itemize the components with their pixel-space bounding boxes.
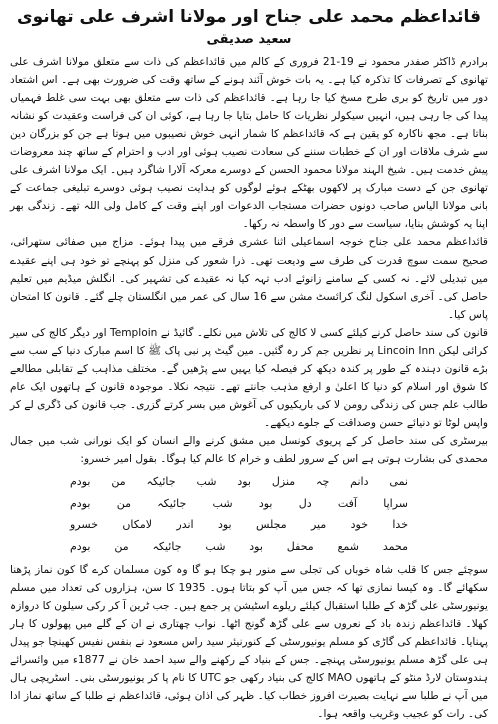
article-body [10,53,488,468]
poem-line: محمد شمع محفل بود شب جائیکہ من بودم [70,539,408,553]
article-body-continued [10,561,488,723]
poem-line: خدا خود میر مجلس بود اندر لامکاں خسرو [70,518,408,532]
poem-line: نمی دانم چہ منزل بود شب جائیکہ من بودم [70,475,408,489]
article-paragraph: برادرم ڈاکٹر صفدر محمود نے 19-21 فروری کے کالم میں قائداعظم کی ذات سے متعلق مولانا اشرف علی تھانوی کے تصرفات کا تذکرہ کیا ہے۔ یہ بات خوش آئند ہونے کے ساتھ وقت کی ضرورت بھی ہے۔ اس اشتعاد دور میں تاریخ کو بری طرح مسخ کیا جا رہا ہے۔ قائداعظم کی ذات سے متعلق بھی بہت سی غلط فہمیاں پیدا کی جا رہی ہیں، انہیں سیکولر نظریات کا حامل بتایا جا رہا ہے، کوئی ان کی فراست وعقیدت کو نشانہ بناتا ہے۔ مجھ ناکارہ کو یقین ہے کہ قائداعظم کا شمار انہی خوش نصیبوں میں ہوتا ہے جن کو بزرگان دین سے شرف ملاقات اور ان کے خطبات سننے کی سعادت نصیب ہوئی اور ادب و احترام کے ساتھ چند معروضات پیش خدمت ہیں۔ شیخ الہند مولانا محمود الحسن کے دوسرے معرکہ آلارا شاگرد ہیں۔ ایک مولانا اشرف علی تھانوی جن کے دست مبارک پر لاکھوں بھٹکے ہوئے لوگوں کو ہدایت نصیب ہوئی دوسرے تبلیغی جماعت کے بانی مولانا الیاس صاحب دونوں حضرات مستجاب الدعوات اور اپنے وقت کے کامل ولی اللہ تھے۔ زندگی بھر اپنا یہ کوشش بنایا، سیاست سے دور کا واسطہ نہ رکھا۔ [10,56,489,231]
article-author: سعید صدیقی [206,32,292,47]
article-paragraph: بیرسٹری کی سند حاصل کر کے پریوی کونسل میں مشق کرنے والے انسان کو ایک نورانی شب میں جمال محمدی کی بشارت ہوتی ہے اس کے سرور لطف و خرام کا عالم کیا ہوگا۔ بقول امیر خسرو: [10,434,488,466]
persian-poem [10,471,488,557]
article-paragraph: قائداعظم محمد علی جناح خوجہ اسماعیلی اثنا عشری فرقے میں پیدا ہوئے۔ مزاج میں صفائی ستھرائی، صحیح سمت سوچ قدرت کی طرف سے ودیعت تھی۔ ذرا شعور کی منزل کو پہنچے تو خود ہی اپنے عقیدے میں تبدیلی لائے۔ نہ کسی کے سامنے زانوئے ادب تہہ کیا نہ عقیدے کی تشہیر کی۔ انگلش میڈیم میں تعلیم حاصل کی۔ آخری اسکول لنگ کرائسٹ مشن سے 16 سال کی عمر میں انگلستان چلے گئے۔ قانون کا امتحان پاس کیا۔ [10,236,488,321]
article-paragraph: سوچئے جس کا قلب شاہ خوباں کی تجلی سے منور ہو چکا ہو گا وہ کون مسلمان کرے گا کون نماز پڑھنا سکھائے گا۔ وہ کیسا نمازی تھا کہ جس میں آپ کو بتاتا ہوں۔ 1935 کا سن، ہزاروں کی تعداد میں مسلم یونیورسٹی علی گڑھ کے طلبا استقبال کیلئے ریلوے اسٹیشن پر جمع ہیں۔ جب ٹرین آ کر رکی سیلون کا دروازہ کھلا۔ قائداعظم زندہ باد کے نعروں سے علی گڑھ گونج اٹھا۔ نواب چھتاری نے ان کے گلے میں پھولوں کا ہار پہنایا۔ قائداعظم کی گاڑی کو مسلم یونیورسٹی کے کنورنیئر سید راس مسعود نے بنفس نفیس کھینچا جو پیدل ہی علی گڑھ مسلم یونیورسٹی پہنچے۔ جس کے بنیاد کے رکھنے والے سید احمد خان نے 1877ء میں وائسرائے ہندوستان لارڈ منٹو کے ہاتھوں MAO کالج کی بنیاد رکھی جو UTC کا نام پا کر یونیورسٹی بنی۔ اسٹریچی ہال میں آپ نے طلبا سے نہایت بصیرت افروز خطاب کیا۔ ظہر کی اذان ہوئی، قائداعظم نے طلبا کے ساتھ نماز ادا کی۔ رات کو عجیب وغریب واقعہ ہوا۔ [10,564,488,721]
article-paragraph: قانون کی سند حاصل کرنے کیلئے کسی لا کالج کی تلاش میں نکلے۔ گائیڈ نے Temploin اور دیگر کالج کی سیر کرائی لیکن Lincoin Inn پر نظریں جم کر رہ گئیں۔ مین گیٹ پر نبی پاک ﷺ کا اسم مبارک دنیا کے سب سے بڑے قانون دہندہ کے طور پر کندہ دیکھ کر فیصلہ کیا یہیں سے پڑھیں گے۔ مختلف مذاہب کے تقابلی مطالعے کا شوق اور اسلام کو دنیا کا اعلیٰ و ارفع مذہب جانتے تھے۔ نتیجہ نکلا۔ موجودہ قانون کے ہاتھوں ایک عام طالب علم جس کی زندگی رومن لا کی باریکیوں کی آغوش میں بسر کرتے گزری۔ جب قانون کی ڈگری لے کر واپس لوٹا تو دنیائے حسن وصداقت کے جلوے دیکھے۔ [10,326,489,429]
article-title: قائداعظم محمد علی جناح اور مولانا اشرف علی تھانوی [17,7,481,27]
poem-line: سراپا آفت دل بود شب جائیکہ من بودم [70,496,408,510]
